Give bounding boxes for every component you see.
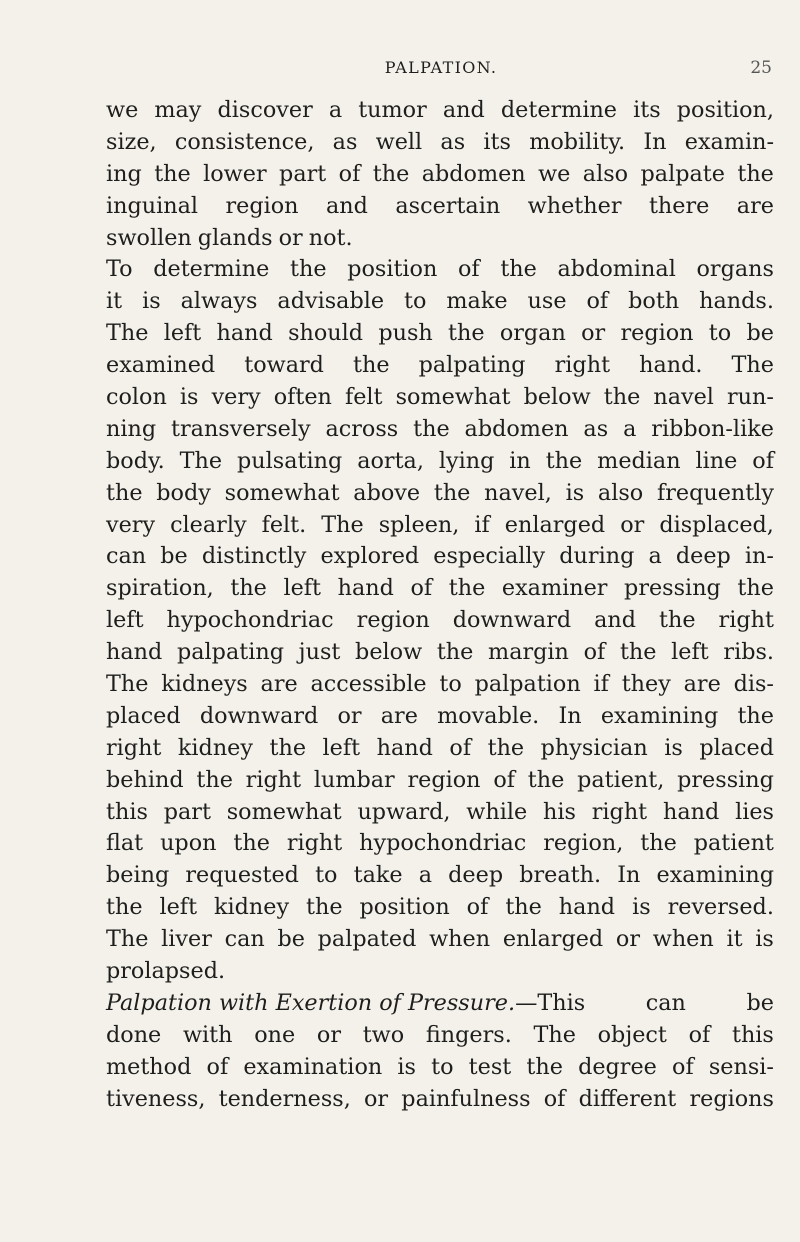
running-title: PALPATION. <box>384 58 498 77</box>
text-line: the left kidney the position of the hand is reversed. <box>106 894 774 921</box>
text-line: The left hand should push the organ or region to be <box>106 320 774 347</box>
text-line: The kidneys are accessible to palpation if they are dis- <box>106 671 774 698</box>
text-line: method of examination is to test the degree of sensi- <box>106 1053 774 1080</box>
body-text <box>106 95 774 1116</box>
text-line: size, consistence, as well as its mobility. In examin- <box>106 128 774 155</box>
text-line: spiration, the left hand of the examiner pressing the <box>106 575 774 602</box>
text-line: the body somewhat above the navel, is also frequently <box>106 479 774 506</box>
text-line: To determine the position of the abdominal organs <box>106 256 774 283</box>
text-line: this part somewhat upward, while his right hand lies <box>106 798 774 825</box>
text-line: behind the right lumbar region of the patient, pressing <box>106 766 774 793</box>
text-line: body. The pulsating aorta, lying in the median line of <box>106 447 774 474</box>
text-line: done with one or two fingers. The object of this <box>106 1021 774 1048</box>
text-line: being requested to take a deep breath. In examining <box>106 862 774 889</box>
text-line: The liver can be palpated when enlarged or when it is <box>106 926 774 953</box>
text-line: right kidney the left hand of the physician is placed <box>106 734 774 761</box>
text-line: flat upon the right hypochondriac region, the patient <box>106 830 774 857</box>
page-number: 25 <box>750 58 772 78</box>
text-line: swollen glands or not. <box>106 224 353 251</box>
italic-heading: Palpation with Exertion of Pressure.—This <box>106 989 586 1016</box>
text-line: placed downward or are movable. In examining the <box>106 702 774 729</box>
text-line: colon is very often felt somewhat below the navel run- <box>106 384 774 411</box>
text-line: can be distinctly explored especially during a deep in- <box>106 543 774 570</box>
text-line: ing the lower part of the abdomen we also palpate the <box>106 160 774 187</box>
text-line: very clearly felt. The spleen, if enlarged or displaced, <box>106 511 774 538</box>
text-line: Palpation with Exertion of Pressure.—This can be <box>106 988 774 1020</box>
running-head <box>110 58 772 82</box>
text-line: ning transversely across the abdomen as a ribbon-like <box>106 415 774 442</box>
text-line: examined toward the palpating right hand. The <box>106 352 774 379</box>
text-line: prolapsed. <box>106 958 226 985</box>
text-line: left hypochondriac region downward and the right <box>106 607 774 634</box>
text-line: tiveness, tenderness, or painfulness of different regions <box>106 1085 774 1112</box>
text-line: inguinal region and ascertain whether there are <box>106 192 774 219</box>
text-line: it is always advisable to make use of both hands. <box>106 288 774 315</box>
text-line: hand palpating just below the margin of the left ribs. <box>106 639 774 666</box>
text-line: we may discover a tumor and determine its position, <box>106 97 774 123</box>
